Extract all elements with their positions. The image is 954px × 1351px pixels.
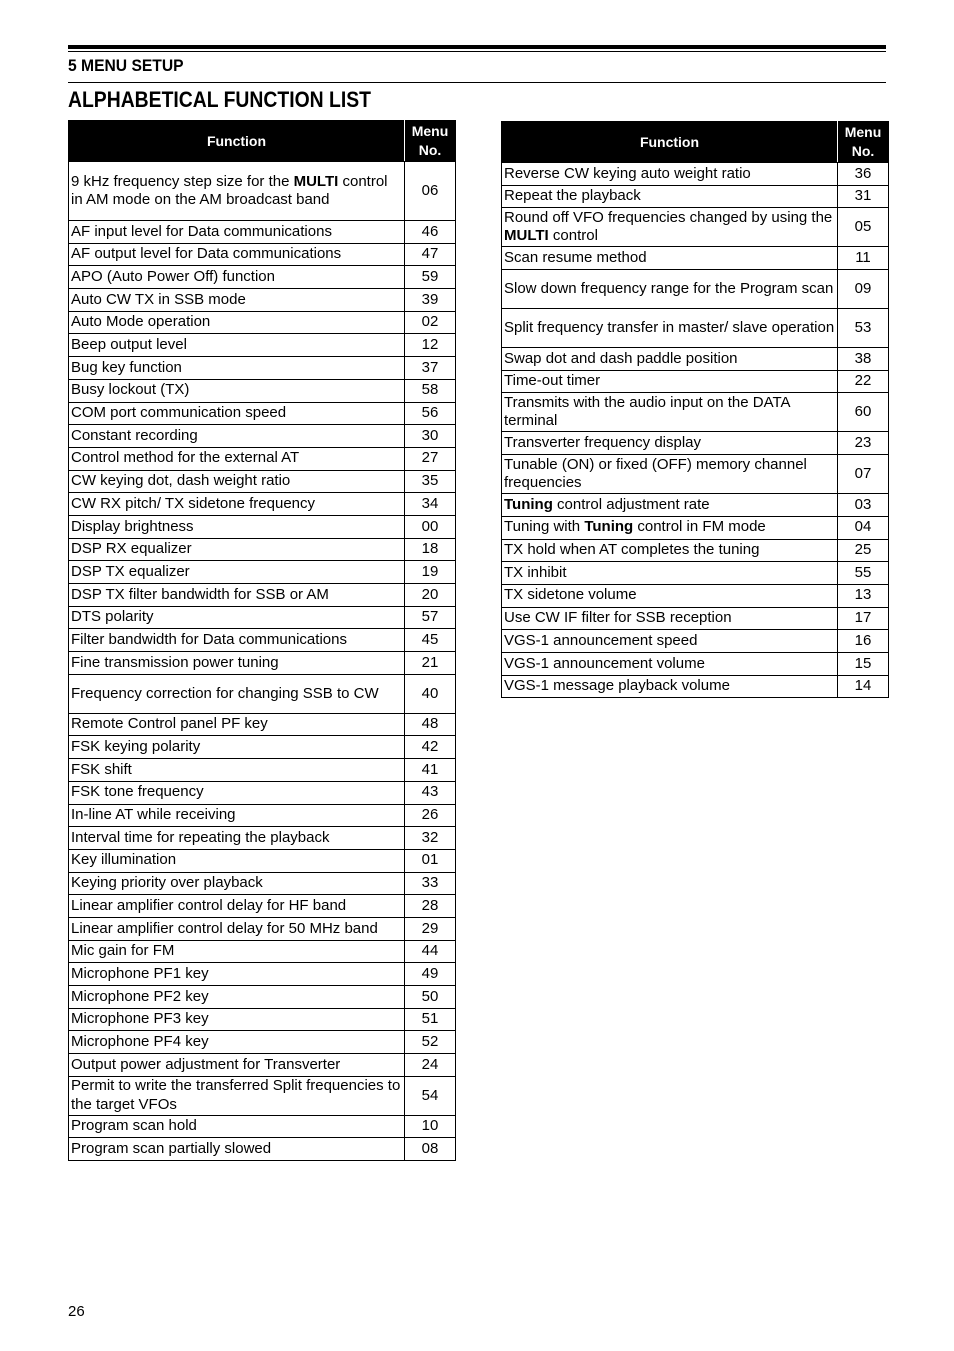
table-row — [502, 348, 889, 371]
menu-no-column-header — [405, 121, 456, 162]
table-row — [502, 516, 889, 539]
menu-number-cell: 26 — [405, 804, 456, 827]
function-text: TX inhibit — [504, 563, 567, 581]
menu-number-cell: 46 — [405, 221, 456, 244]
function-text-bold: MULTI — [504, 227, 549, 245]
menu-number-cell: 53 — [838, 309, 889, 348]
menu-number-cell: 43 — [405, 781, 456, 804]
menu-number-cell: 56 — [405, 402, 456, 425]
table-row — [69, 357, 456, 380]
table-row — [69, 311, 456, 334]
function-text: Tunable (ON) or fixed (OFF) memory channel frequencies — [504, 455, 807, 492]
function-cell — [502, 584, 838, 607]
function-cell — [69, 1031, 405, 1054]
function-cell — [502, 607, 838, 630]
function-cell — [502, 163, 838, 186]
function-cell — [69, 736, 405, 759]
table-row — [502, 309, 889, 348]
menu-number-cell: 15 — [838, 652, 889, 675]
function-text: Transmits with the audio input on the DATA terminal — [504, 393, 790, 430]
function-cell — [69, 629, 405, 652]
table-row — [69, 940, 456, 963]
table-row — [69, 963, 456, 986]
function-text: Use CW IF filter for SSB reception — [504, 609, 732, 627]
table-row — [69, 379, 456, 402]
function-cell — [69, 849, 405, 872]
menu-number-cell: 42 — [405, 736, 456, 759]
table-row — [69, 538, 456, 561]
function-cell — [69, 781, 405, 804]
function-column-header: Function — [502, 122, 838, 163]
menu-number-cell: 05 — [838, 208, 889, 247]
table-row — [69, 1076, 456, 1115]
menu-number-cell: 28 — [405, 895, 456, 918]
table-row — [502, 607, 889, 630]
table-row — [69, 781, 456, 804]
function-cell — [502, 432, 838, 455]
function-text: Microphone PF1 key — [71, 964, 209, 982]
table-row — [69, 1031, 456, 1054]
function-cell — [69, 940, 405, 963]
function-text: Constant recording — [71, 426, 198, 444]
function-text: Output power adjustment for Transverter — [71, 1055, 341, 1073]
menu-number-cell: 07 — [838, 455, 889, 494]
menu-number-cell: 29 — [405, 917, 456, 940]
menu-number-cell: 23 — [838, 432, 889, 455]
menu-number-cell: 45 — [405, 629, 456, 652]
function-text: TX hold when AT completes the tuning — [504, 541, 760, 559]
function-text: Busy lockout (TX) — [71, 381, 190, 399]
table-row — [69, 804, 456, 827]
menu-number-cell: 39 — [405, 289, 456, 312]
function-cell — [69, 470, 405, 493]
function-text: Filter bandwidth for Data communications — [71, 630, 347, 648]
table-row — [69, 652, 456, 675]
table-row — [502, 393, 889, 432]
function-cell — [69, 872, 405, 895]
menu-no-header-line1: Menu — [844, 124, 882, 140]
menu-no-header-line2: No. — [851, 143, 875, 159]
table-row — [502, 208, 889, 247]
table-row — [69, 1138, 456, 1161]
menu-number-cell: 04 — [838, 516, 889, 539]
function-cell — [69, 357, 405, 380]
function-cell — [69, 379, 405, 402]
function-cell — [69, 289, 405, 312]
table-row — [502, 163, 889, 186]
function-cell — [502, 270, 838, 309]
function-text: CW keying dot, dash weight ratio — [71, 472, 291, 490]
function-text: Split frequency transfer in master/ slave operation — [504, 318, 835, 336]
function-cell — [502, 208, 838, 247]
table-row — [69, 584, 456, 607]
table-row — [69, 334, 456, 357]
function-cell — [502, 675, 838, 698]
function-text: Permit to write the transferred Split frequencies to the target VFOs — [71, 1077, 401, 1113]
function-cell — [69, 334, 405, 357]
function-cell — [69, 243, 405, 266]
table-row — [502, 247, 889, 270]
function-cell — [69, 311, 405, 334]
menu-number-cell: 10 — [405, 1115, 456, 1138]
table-row — [502, 652, 889, 675]
menu-number-cell: 21 — [405, 652, 456, 675]
function-cell — [502, 185, 838, 208]
menu-number-cell: 40 — [405, 674, 456, 713]
function-cell — [69, 266, 405, 289]
function-text: FSK keying polarity — [71, 738, 201, 756]
menu-number-cell: 35 — [405, 470, 456, 493]
section-rule — [68, 82, 886, 83]
table-row — [69, 425, 456, 448]
section-heading: 5 MENU SETUP — [68, 56, 184, 75]
function-text: DSP TX equalizer — [71, 562, 190, 580]
table-row — [502, 455, 889, 494]
function-cell — [69, 425, 405, 448]
function-cell — [69, 162, 405, 221]
function-text: Microphone PF3 key — [71, 1010, 209, 1028]
menu-number-cell: 16 — [838, 630, 889, 653]
function-table-left — [68, 120, 456, 1161]
menu-number-cell: 22 — [838, 370, 889, 393]
function-text: FSK shift — [71, 760, 132, 778]
function-text: control in FM mode — [633, 518, 766, 536]
table-row — [69, 674, 456, 713]
table-row — [502, 562, 889, 585]
function-text: Frequency correction for changing SSB to CW — [71, 684, 379, 702]
function-cell — [69, 538, 405, 561]
table-row — [69, 162, 456, 221]
function-cell — [69, 221, 405, 244]
table-row — [502, 270, 889, 309]
table-row — [69, 289, 456, 312]
top-rule-thick — [68, 45, 886, 49]
function-text: control in AM mode on the AM broadcast band — [71, 172, 388, 208]
function-text: Round off VFO frequencies changed by using the — [504, 208, 833, 226]
function-text: VGS-1 announcement volume — [504, 654, 705, 672]
function-text: Microphone PF4 key — [71, 1032, 209, 1050]
function-text: Bug key function — [71, 358, 182, 376]
menu-number-cell: 55 — [838, 562, 889, 585]
function-column-header: Function — [69, 121, 405, 162]
function-text-bold: MULTI — [293, 172, 339, 190]
function-text: Microphone PF2 key — [71, 987, 209, 1005]
function-text: TX sidetone volume — [504, 586, 637, 604]
table-row — [502, 630, 889, 653]
table-row — [69, 515, 456, 538]
page-title: ALPHABETICAL FUNCTION LIST — [68, 87, 371, 112]
menu-no-header-line1: Menu — [411, 123, 449, 139]
table-row — [69, 243, 456, 266]
function-cell — [69, 827, 405, 850]
table-row — [69, 895, 456, 918]
function-text: Display brightness — [71, 517, 194, 535]
page-number: 26 — [68, 1303, 85, 1320]
menu-number-cell: 38 — [838, 348, 889, 371]
menu-number-cell: 50 — [405, 986, 456, 1009]
table-row — [502, 494, 889, 517]
menu-number-cell: 47 — [405, 243, 456, 266]
table-row — [69, 470, 456, 493]
function-text: Program scan hold — [71, 1117, 197, 1135]
menu-number-cell: 14 — [838, 675, 889, 698]
function-cell — [502, 562, 838, 585]
function-text: FSK tone frequency — [71, 783, 204, 801]
function-cell — [502, 494, 838, 517]
table-row — [69, 827, 456, 850]
table-row — [69, 1115, 456, 1138]
table-row — [502, 432, 889, 455]
function-text: Slow down frequency range for the Program scan — [504, 279, 834, 297]
table-row — [502, 584, 889, 607]
table-row — [69, 986, 456, 1009]
menu-number-cell: 02 — [405, 311, 456, 334]
menu-number-cell: 31 — [838, 185, 889, 208]
menu-number-cell: 51 — [405, 1008, 456, 1031]
function-text: Fine transmission power tuning — [71, 653, 279, 671]
table-row — [69, 266, 456, 289]
function-cell — [69, 584, 405, 607]
menu-number-cell: 19 — [405, 561, 456, 584]
menu-number-cell: 33 — [405, 872, 456, 895]
function-text: COM port communication speed — [71, 404, 287, 422]
function-text: APO (Auto Power Off) function — [71, 267, 275, 285]
menu-number-cell: 41 — [405, 759, 456, 782]
function-cell — [69, 1054, 405, 1077]
function-table-right — [501, 121, 889, 698]
function-cell — [69, 402, 405, 425]
function-text: Mic gain for FM — [71, 942, 175, 960]
function-text-bold: Tuning — [504, 495, 553, 513]
function-text-bold: Tuning — [584, 518, 634, 536]
menu-number-cell: 17 — [838, 607, 889, 630]
table-row — [502, 539, 889, 562]
function-text: Remote Control panel PF key — [71, 715, 268, 733]
top-rule-thin — [68, 51, 886, 52]
function-text: Auto Mode operation — [71, 313, 211, 331]
function-text: control — [548, 227, 598, 245]
menu-number-cell: 49 — [405, 963, 456, 986]
function-cell — [69, 1008, 405, 1031]
menu-number-cell: 08 — [405, 1138, 456, 1161]
function-text: Repeat the playback — [504, 187, 641, 205]
function-text: Linear amplifier control delay for HF band — [71, 896, 347, 914]
function-cell — [502, 630, 838, 653]
menu-no-column-header — [838, 122, 889, 163]
function-text: Linear amplifier control delay for 50 MHz band — [71, 919, 378, 937]
menu-number-cell: 52 — [405, 1031, 456, 1054]
menu-number-cell: 30 — [405, 425, 456, 448]
function-cell — [502, 455, 838, 494]
menu-number-cell: 60 — [838, 393, 889, 432]
table-row — [69, 221, 456, 244]
function-text: Transverter frequency display — [504, 434, 702, 452]
menu-number-cell: 18 — [405, 538, 456, 561]
table-row — [69, 849, 456, 872]
menu-number-cell: 03 — [838, 494, 889, 517]
function-text: DSP TX filter bandwidth for SSB or AM — [71, 585, 329, 603]
table-row — [69, 713, 456, 736]
function-text: In-line AT while receiving — [71, 806, 236, 824]
function-cell — [69, 804, 405, 827]
function-cell — [69, 606, 405, 629]
menu-number-cell: 25 — [838, 539, 889, 562]
function-text: control adjustment rate — [552, 495, 710, 513]
table-row — [69, 759, 456, 782]
menu-number-cell: 11 — [838, 247, 889, 270]
table-row — [69, 629, 456, 652]
menu-number-cell: 48 — [405, 713, 456, 736]
function-text: Reverse CW keying auto weight ratio — [504, 164, 751, 182]
function-cell — [69, 986, 405, 1009]
menu-number-cell: 20 — [405, 584, 456, 607]
function-cell — [69, 713, 405, 736]
function-cell — [502, 370, 838, 393]
menu-number-cell: 34 — [405, 493, 456, 516]
table-row — [69, 402, 456, 425]
table-row — [69, 917, 456, 940]
menu-number-cell: 36 — [838, 163, 889, 186]
table-row — [502, 370, 889, 393]
function-cell — [502, 393, 838, 432]
function-cell — [69, 652, 405, 675]
table-row — [69, 736, 456, 759]
table-row — [69, 493, 456, 516]
function-text: Time-out timer — [504, 372, 601, 390]
menu-number-cell: 00 — [405, 515, 456, 538]
function-cell — [69, 561, 405, 584]
function-cell — [69, 1115, 405, 1138]
table-row — [69, 606, 456, 629]
function-cell — [69, 515, 405, 538]
table-row — [69, 447, 456, 470]
function-text: Control method for the external AT — [71, 449, 300, 467]
menu-number-cell: 27 — [405, 447, 456, 470]
function-text: DSP RX equalizer — [71, 540, 192, 558]
function-text: Keying priority over playback — [71, 874, 263, 892]
table-header-row — [69, 121, 456, 162]
function-text: Beep output level — [71, 336, 187, 354]
function-cell — [502, 348, 838, 371]
table-row — [69, 561, 456, 584]
function-text: Swap dot and dash paddle position — [504, 349, 738, 367]
function-cell — [502, 516, 838, 539]
function-cell — [502, 309, 838, 348]
menu-number-cell: 54 — [405, 1076, 456, 1115]
function-text: AF input level for Data communications — [71, 222, 332, 240]
menu-number-cell: 09 — [838, 270, 889, 309]
menu-number-cell: 58 — [405, 379, 456, 402]
menu-number-cell: 57 — [405, 606, 456, 629]
menu-number-cell: 24 — [405, 1054, 456, 1077]
function-cell — [69, 917, 405, 940]
function-text: Scan resume method — [504, 248, 647, 266]
function-text: 9 kHz frequency step size for the — [71, 172, 294, 190]
function-cell — [69, 447, 405, 470]
table-row — [69, 872, 456, 895]
function-text: Program scan partially slowed — [71, 1140, 272, 1158]
menu-number-cell: 06 — [405, 162, 456, 221]
function-text: VGS-1 message playback volume — [504, 677, 730, 695]
menu-number-cell: 44 — [405, 940, 456, 963]
table-row — [502, 675, 889, 698]
function-cell — [69, 759, 405, 782]
function-cell — [69, 1138, 405, 1161]
table-header-row — [502, 122, 889, 163]
menu-number-cell: 13 — [838, 584, 889, 607]
function-text: VGS-1 announcement speed — [504, 631, 698, 649]
function-cell — [69, 895, 405, 918]
table-row — [502, 185, 889, 208]
function-text: Interval time for repeating the playback — [71, 828, 330, 846]
menu-no-header-line2: No. — [418, 142, 442, 158]
function-cell — [69, 963, 405, 986]
function-cell — [69, 674, 405, 713]
menu-number-cell: 32 — [405, 827, 456, 850]
function-cell — [502, 652, 838, 675]
menu-number-cell: 37 — [405, 357, 456, 380]
table-row — [69, 1054, 456, 1077]
menu-number-cell: 12 — [405, 334, 456, 357]
function-cell — [69, 493, 405, 516]
function-text: Tuning with — [504, 518, 585, 536]
function-text: AF output level for Data communications — [71, 245, 342, 263]
function-text: CW RX pitch/ TX sidetone frequency — [71, 494, 315, 512]
function-text: Auto CW TX in SSB mode — [71, 290, 246, 308]
function-cell — [502, 539, 838, 562]
table-row — [69, 1008, 456, 1031]
function-cell — [69, 1076, 405, 1115]
menu-number-cell: 59 — [405, 266, 456, 289]
function-text: DTS polarity — [71, 608, 154, 626]
function-text: Key illumination — [71, 851, 177, 869]
menu-number-cell: 01 — [405, 849, 456, 872]
function-cell — [502, 247, 838, 270]
